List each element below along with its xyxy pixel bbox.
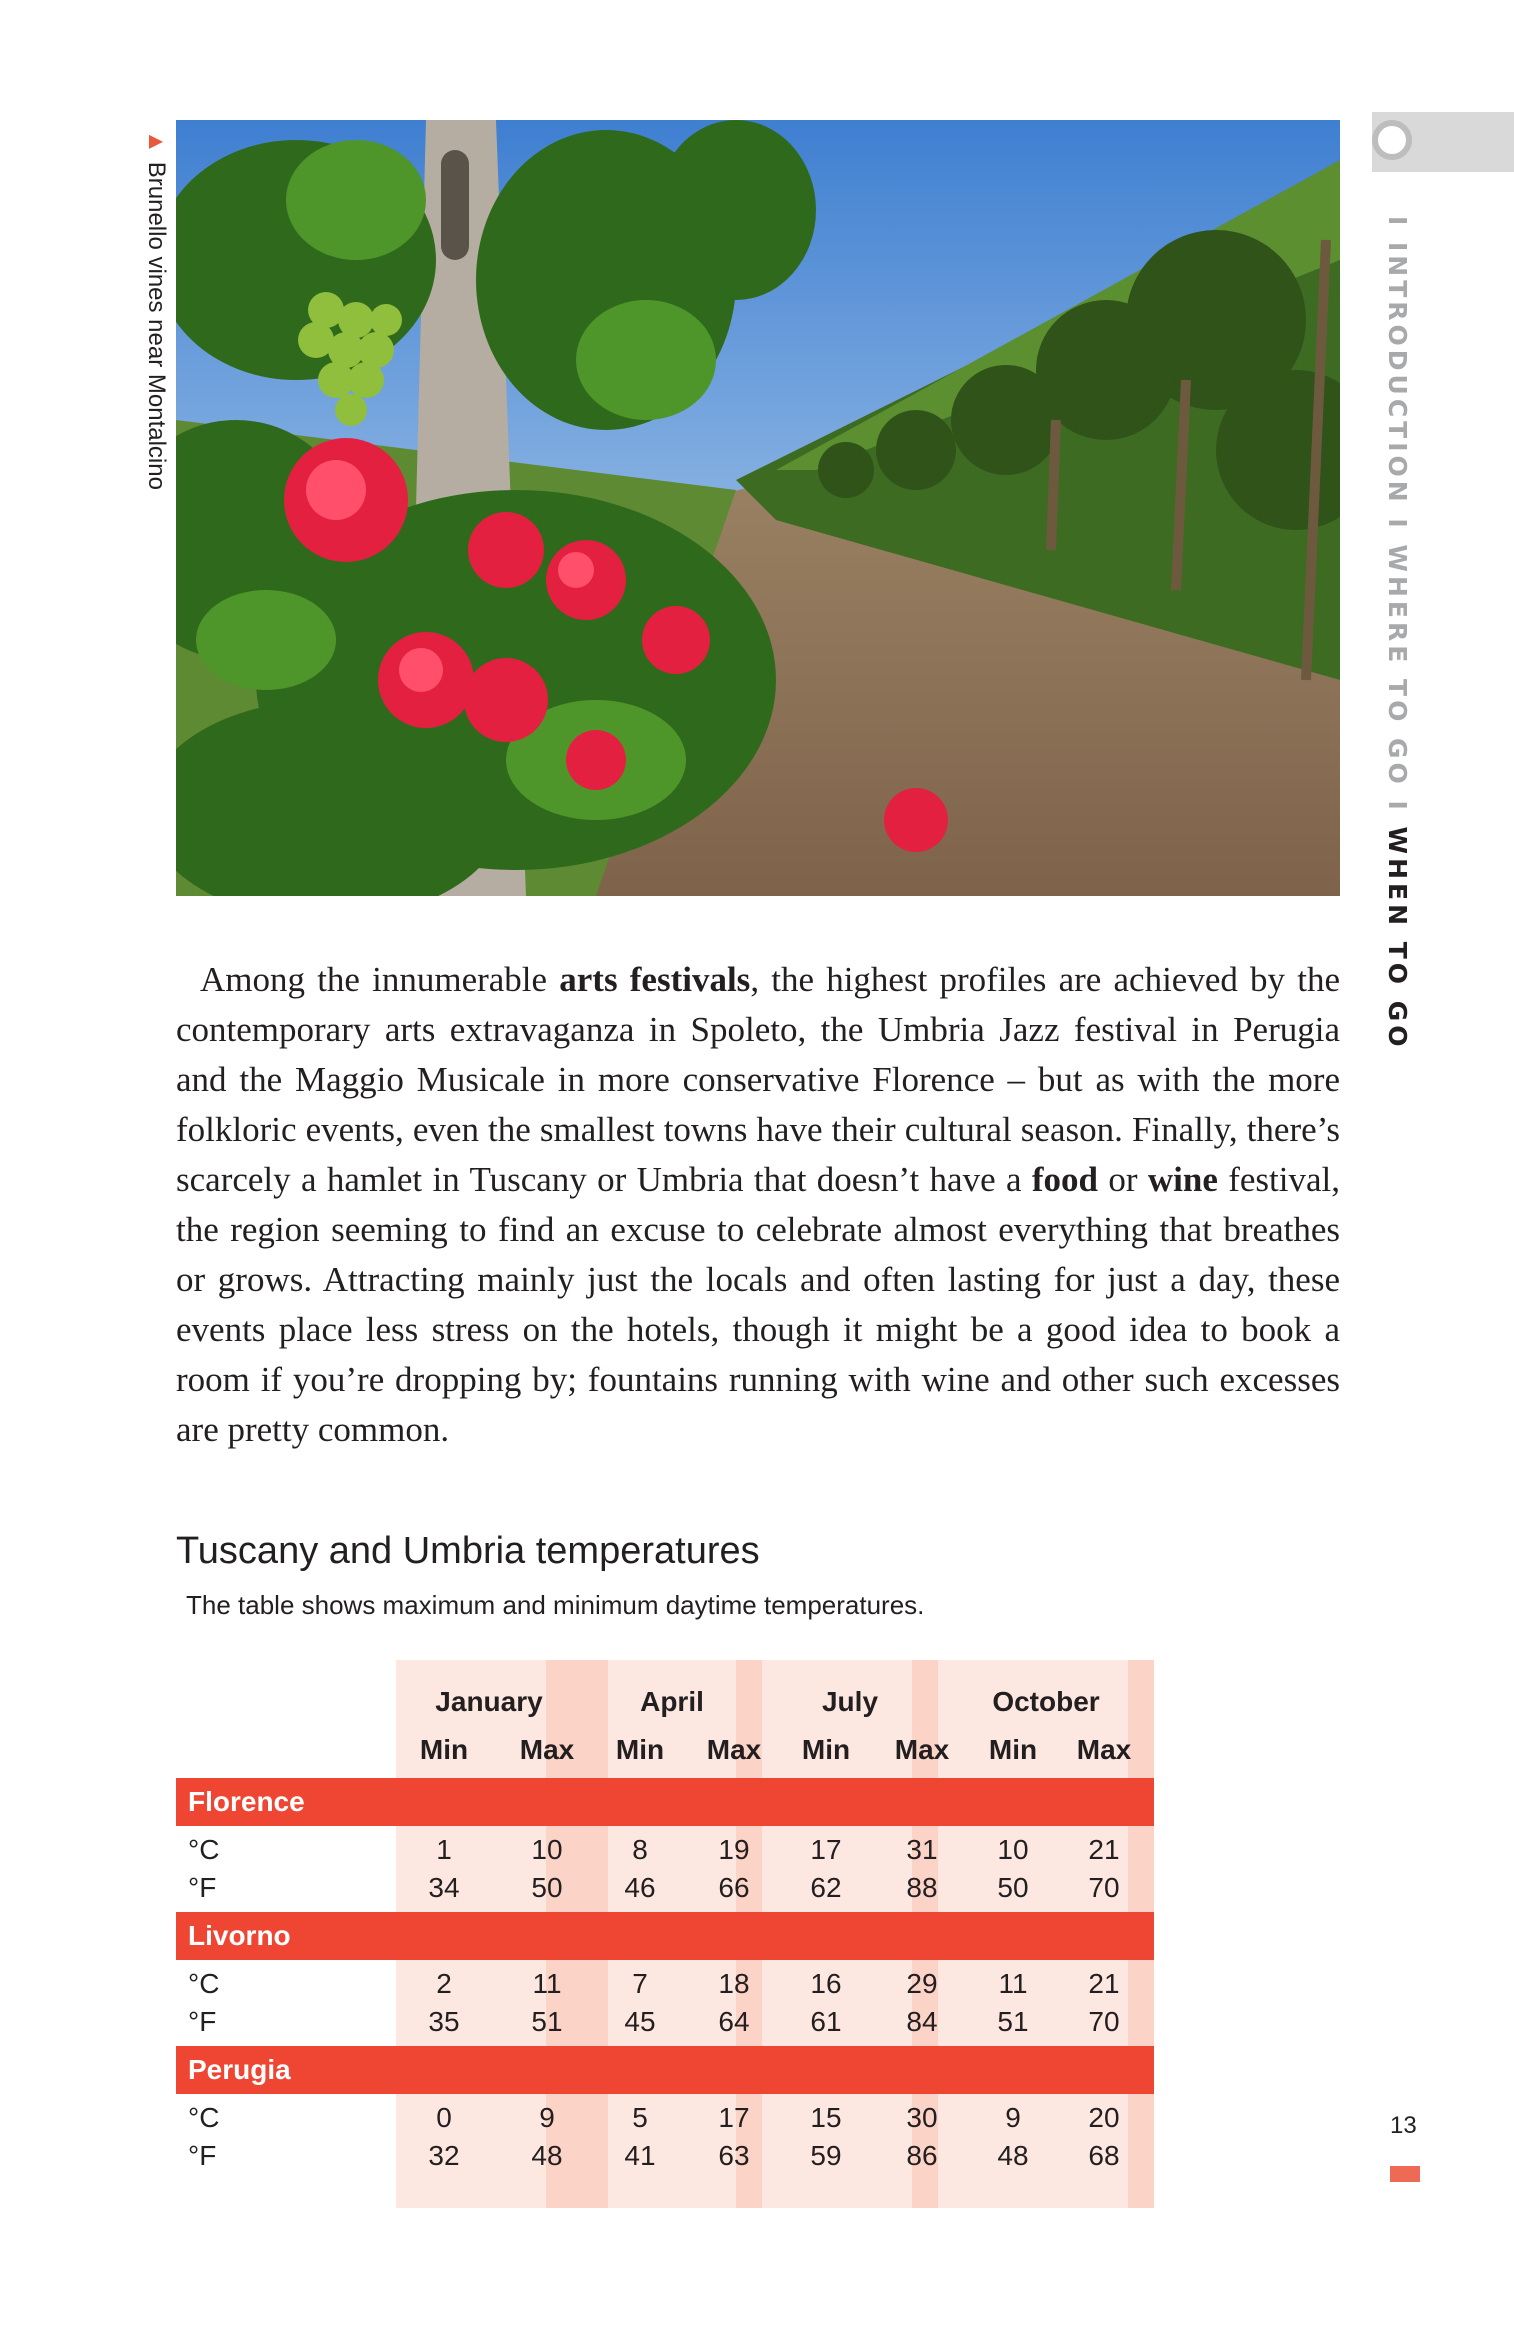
body-bold-arts-festivals: arts festivals (559, 960, 751, 999)
temperature-cell: 35 (428, 2006, 460, 2037)
tab-circle-icon (1372, 120, 1412, 160)
city-name: Florence (188, 1786, 305, 1817)
temperature-cell: 15 (810, 2102, 842, 2133)
city-band (176, 1778, 1154, 1826)
header-january: January (435, 1686, 543, 1717)
temperature-cell: 5 (632, 2102, 648, 2133)
page-number: 13 (1390, 2112, 1417, 2139)
temperature-cell: 32 (428, 2140, 460, 2171)
temperature-cell: 1 (436, 1834, 452, 1865)
city-band (176, 1912, 1154, 1960)
temperature-cell: 9 (1005, 2102, 1021, 2133)
header-max: Max (519, 1734, 575, 1765)
caption-text: Brunello vines near Montalcino (143, 161, 170, 490)
temperature-cell: 45 (624, 2006, 656, 2037)
temperature-cell: 29 (906, 1968, 938, 1999)
body-bold-wine: wine (1147, 1160, 1218, 1199)
temperature-cell: 8 (632, 1834, 648, 1865)
temperature-cell: 86 (906, 2140, 938, 2171)
table-title: Tuscany and Umbria temperatures (176, 1530, 760, 1572)
vineyard-photo (176, 120, 1340, 896)
body-text-3: or (1097, 1160, 1148, 1199)
temperature-cell: 68 (1088, 2140, 1120, 2171)
temperature-cell: 50 (997, 1872, 1029, 1903)
table-subtitle: The table shows maximum and minimum daytime temperatures. (186, 1590, 925, 1620)
unit-label: °C (188, 2102, 220, 2133)
unit-label: °F (188, 2140, 217, 2171)
body-text-2: , the highest profiles are achieved by the contemporary arts extravaganza in Spoleto, the Umbria Jazz festival in Perugia and the Maggio Musicale in more conservative Florence – but as with the more folkloric events, even the smallest towns have their cultural season. Finally, there’s scarcely a hamlet in Tuscany or Umbria that doesn’t have a (176, 960, 1340, 1199)
temperature-cell: 62 (810, 1872, 842, 1903)
header-april: April (640, 1686, 704, 1717)
temperature-cell: 10 (531, 1834, 563, 1865)
header-min: Min (615, 1734, 665, 1765)
unit-label: °C (188, 1834, 220, 1865)
temperature-cell: 11 (532, 1968, 562, 1999)
temperature-cell: 50 (531, 1872, 563, 1903)
header-min: Min (419, 1734, 469, 1765)
photo-caption (128, 130, 172, 550)
header-july: July (821, 1686, 879, 1717)
header-max: Max (894, 1734, 950, 1765)
temperature-cell: 51 (997, 2006, 1029, 2037)
temperature-cell: 20 (1088, 2102, 1120, 2133)
temperature-cell: 34 (428, 1872, 460, 1903)
temperature-cell: 48 (997, 2140, 1029, 2171)
temperature-cell: 0 (436, 2102, 452, 2133)
city-name: Livorno (188, 1920, 291, 1951)
section-breadcrumb (1383, 216, 1412, 1051)
header-min: Min (801, 1734, 851, 1765)
page-marker (1390, 2166, 1420, 2182)
unit-label: °F (188, 1872, 217, 1903)
temperature-cell: 9 (539, 2102, 555, 2133)
temperature-cell: 7 (632, 1968, 648, 1999)
temperature-cell: 64 (718, 2006, 750, 2037)
temperature-cell: 59 (810, 2140, 842, 2171)
header-min: Min (988, 1734, 1038, 1765)
temperature-cell: 84 (906, 2006, 938, 2037)
temperature-cell: 51 (531, 2006, 563, 2037)
temperature-cell: 17 (810, 1834, 842, 1865)
temperature-cell: 11 (998, 1968, 1028, 1999)
unit-label: °C (188, 1968, 220, 1999)
temperature-cell: 16 (810, 1968, 842, 1999)
temperature-table (176, 1660, 1154, 2208)
header-october: October (992, 1686, 1100, 1717)
city-band (176, 2046, 1154, 2094)
temperature-cell: 41 (624, 2140, 656, 2171)
body-text-1: Among the innumerable (200, 960, 560, 999)
city-name: Perugia (188, 2054, 291, 2085)
temperature-cell: 30 (906, 2102, 938, 2133)
temperature-cell: 18 (718, 1968, 750, 1999)
body-paragraph (176, 955, 1340, 1455)
temperature-cell: 31 (906, 1834, 938, 1865)
caption-marker: ▲ (143, 130, 170, 154)
breadcrumb-current: WHEN TO GO (1383, 826, 1412, 1051)
temperature-cell: 88 (906, 1872, 938, 1903)
temperature-cell: 70 (1088, 1872, 1120, 1903)
temperature-cell: 61 (810, 2006, 842, 2037)
body-bold-food: food (1031, 1160, 1098, 1199)
temperature-cell: 46 (624, 1872, 656, 1903)
header-max: Max (1076, 1734, 1132, 1765)
temperature-cell: 19 (718, 1834, 750, 1865)
temperature-cell: 10 (997, 1834, 1029, 1865)
temperature-cell: 21 (1088, 1834, 1120, 1865)
unit-label: °F (188, 2006, 217, 2037)
temperature-cell: 63 (718, 2140, 750, 2171)
temperature-cell: 2 (436, 1968, 452, 1999)
header-max: Max (706, 1734, 762, 1765)
breadcrumb-path: I INTRODUCTION I WHERE TO GO I (1383, 216, 1412, 827)
temperature-cell: 21 (1088, 1968, 1120, 1999)
temperature-cell: 66 (718, 1872, 750, 1903)
temperature-cell: 48 (531, 2140, 563, 2171)
body-text-4: festival, the region seeming to find an excuse to celebrate almost everything that breathes or grows. Attracting mainly just the locals and often lasting for just a day, these events place less stress on the hotels, though it might be a good idea to book a room if you’re dropping by; fountains running with wine and other such excesses are pretty common. (176, 1160, 1340, 1449)
temperature-cell: 17 (718, 2102, 750, 2133)
temperature-cell: 70 (1088, 2006, 1120, 2037)
